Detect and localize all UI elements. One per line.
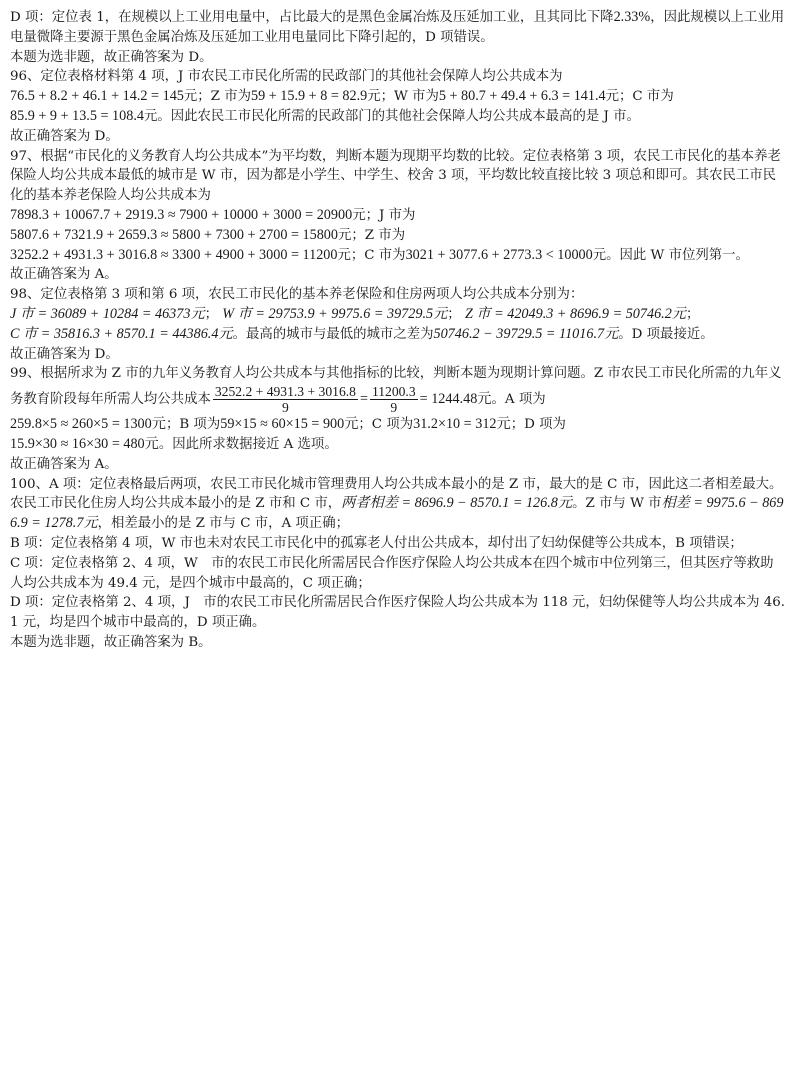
- q99-d-label: ；D 项为: [510, 417, 566, 433]
- q96-head: 96、定位表格材料第 4 项，J 市农民工市民化所需的民政部门的其他社会保障人均公共成本为: [10, 69, 563, 85]
- q97-answer: 故正确答案为 A。: [10, 267, 118, 283]
- q100-a-expr1: 两者相差 = 8696.9 − 8570.1 = 126.8元: [341, 495, 573, 512]
- q99-frac1-numerator: 3252.2 + 4931.3 + 3016.8: [214, 384, 356, 400]
- q99-result: = 1244.48元: [419, 391, 492, 408]
- q96-unit: 元: [143, 108, 158, 124]
- q97-unit: 元: [337, 247, 351, 263]
- q100-option-c: C 项：定位表格第 2、4 项，W 市的农民工市民化所需居民合作医疗保险人均公共成本在四个城市中位列第三，但其医疗等救助人均公共成本为 49.4 元，是四个城市中最高的，C 项正确；: [10, 555, 774, 591]
- q96-j-expr: 76.5 + 8.2 + 46.1 + 14.2 = 145: [10, 88, 184, 105]
- q99-a-expr: 259.8×5 ≈ 260×5 = 1300元: [10, 416, 166, 433]
- q99-equals: =: [359, 391, 368, 408]
- q98-w-expr: W 市 = 29753.9 + 9975.6 = 39729.5元: [222, 305, 448, 322]
- q98-j-expr: J 市 = 36089 + 10284 = 46373元: [10, 305, 205, 322]
- q99-b-expr: 59×15 ≈ 60×15 = 900元: [220, 416, 359, 433]
- q100-a-head: 100、A 项：定位表格最后两项，农民工市民化城市管理费用人均公共成本最小的是 Z 市，最大的是 C 市，因此这二者相差最大。农民工市民化住房人均公共成本最小的是 Z 市和 C 市，: [10, 476, 783, 512]
- q96-unit: 元: [605, 89, 620, 105]
- q100-a-mid: 。Z 市与 W 市: [572, 496, 662, 512]
- q95-option-d: [10, 8, 786, 48]
- q98-c-expr: C 市 = 35816.3 + 8570.1 = 44386.4元: [10, 325, 233, 342]
- q96-z-expr: 59 + 15.9 + 8 = 82.9: [251, 88, 368, 105]
- q96-c-expr: 85.9 + 9 + 13.5 = 108.4: [10, 107, 144, 124]
- q99-fraction-2: [370, 384, 418, 415]
- q96-paragraph: [10, 67, 786, 126]
- q98-diff-tail: 。D 项最接近。: [618, 326, 714, 342]
- q99-conclusion: 。因此所求数据接近 A 选项。: [158, 436, 338, 452]
- q100-a-expr2: 相差 = 9975.6 − 8696.9 = 1278.7元: [10, 495, 784, 532]
- q97-unit: 元: [592, 247, 607, 263]
- q95-text-cont: ，因此规模以上工业用电量微降主要源于黑色金属冶炼及压延加工业用电量同比下降引起的，D 项错误。: [10, 10, 785, 45]
- q100-answer: 本题为选非题，故正确答案为 B。: [10, 634, 212, 650]
- q97-paragraph: [10, 147, 786, 266]
- q97-c-label: ；C 市为: [350, 247, 406, 263]
- q98-sep: ；: [686, 306, 700, 322]
- q99-c-expr: 31.2×10 = 312元: [413, 416, 511, 433]
- q99-frac2-numerator: 11200.3: [371, 384, 416, 400]
- q99-answer: 故正确答案为 A。: [10, 456, 118, 472]
- q97-j-label: ；J 市为: [365, 207, 416, 223]
- q98-z-expr: Z 市 = 42049.3 + 8696.9 = 50746.2元: [464, 305, 686, 322]
- q99-b-label: ；B 项为: [165, 417, 221, 433]
- q99-fraction-1: [213, 384, 358, 415]
- q96-conclusion: 。因此农民工市民化所需的民政部门的其他社会保障人均公共成本最高的是 J 市。: [157, 108, 640, 124]
- q96-c-label: ；C 市为: [619, 89, 674, 105]
- q99-head: 99、根据所求为 Z 市的九年义务教育人均公共成本与其他指标的比较，判断本题为现期计算问题。Z 市农民工市民化所需的九年义务教育阶段每年所需人均公共成本: [10, 366, 782, 408]
- q95-text: D 项：定位表 1，在规模以上工业用电量中，占比最大的是黑色金属冶炼及压延加工业，且其同比下降: [10, 10, 614, 25]
- q97-w-expr: 7898.3 + 10067.7 + 2919.3 ≈ 7900 + 10000 + 3000 = 20900: [10, 206, 353, 223]
- q100-option-a: [10, 475, 786, 534]
- q95-percent: 2.33%: [613, 9, 651, 25]
- q97-c-expr: 3021 + 3077.6 + 2773.3 < 10000: [405, 246, 593, 263]
- q98-sep: ；: [204, 306, 219, 322]
- q96-unit: 元: [367, 89, 381, 105]
- q97-unit: 元: [338, 227, 352, 243]
- q99-frac1-denominator: 9: [282, 400, 289, 416]
- q97-z-label: ；Z 市为: [351, 227, 406, 243]
- q96-w-expr: 5 + 80.7 + 49.4 + 6.3 = 141.4: [438, 88, 606, 105]
- q98-paragraph: [10, 285, 786, 344]
- q99-a-label: 。A 项为: [491, 392, 546, 408]
- q100-option-d: D 项：定位表格第 2、4 项，J 市的农民工市民化所需居民合作医疗保险人均公共成本为 118 元，妇幼保健等人均公共成本为 46.1 元，均是四个城市中最高的，D 项正确。: [10, 595, 786, 631]
- q97-z-expr: 3252.2 + 4931.3 + 3016.8 ≈ 3300 + 4900 + 3000 = 11200: [10, 246, 338, 263]
- q96-z-label: ；Z 市为: [197, 89, 252, 105]
- q98-sep: ；: [447, 306, 461, 322]
- q98-head: 98、定位表格第 3 项和第 6 项，农民工市民化的基本养老保险和住房两项人均公共成本分别为：: [10, 287, 584, 303]
- q96-answer: 故正确答案为 D。: [10, 128, 119, 144]
- q100-a-tail: ，相差最小的是 Z 市与 C 市，A 项正确；: [97, 516, 349, 532]
- q98-diff-expr: 50746.2 − 39729.5 = 11016.7元: [433, 325, 619, 342]
- q97-conclusion: 。因此 W 市位列第一。: [606, 247, 749, 263]
- q99-paragraph: [10, 364, 786, 454]
- q98-diff-text: 。最高的城市与最低的城市之差为: [232, 326, 434, 342]
- q100-option-b: B 项：定位表格第 4 项，W 市也未对农民工市民化中的孤寡老人付出公共成本，却付出了妇幼保健等公共成本，B 项错误；: [10, 535, 743, 551]
- q95-answer: 本题为选非题，故正确答案为 D。: [10, 49, 213, 65]
- q99-c-label: ；C 项为: [358, 417, 414, 433]
- q97-j-expr: 5807.6 + 7321.9 + 2659.3 ≈ 5800 + 7300 + 2700 = 15800: [10, 226, 338, 243]
- q97-unit: 元: [352, 207, 366, 223]
- q96-w-label: ；W 市为: [380, 89, 439, 105]
- q96-unit: 元: [183, 89, 198, 105]
- q99-frac2-denominator: 9: [390, 400, 398, 416]
- q98-answer: 故正确答案为 D。: [10, 346, 119, 362]
- q99-d-expr: 15.9×30 ≈ 16×30 = 480元: [10, 435, 159, 452]
- q97-head: 97、根据“市民化的义务教育人均公共成本”为平均数，判断本题为现期平均数的比较。定位表格第 3 项，农民工市民化的基本养老保险人均公共成本最低的城市是 W 市，因为都是小学生、中学生、校舍 3 项，平均数比较直接比较 3 项总和即可。其农民工市民化的基本养老保险人均公共成本为: [10, 148, 781, 204]
